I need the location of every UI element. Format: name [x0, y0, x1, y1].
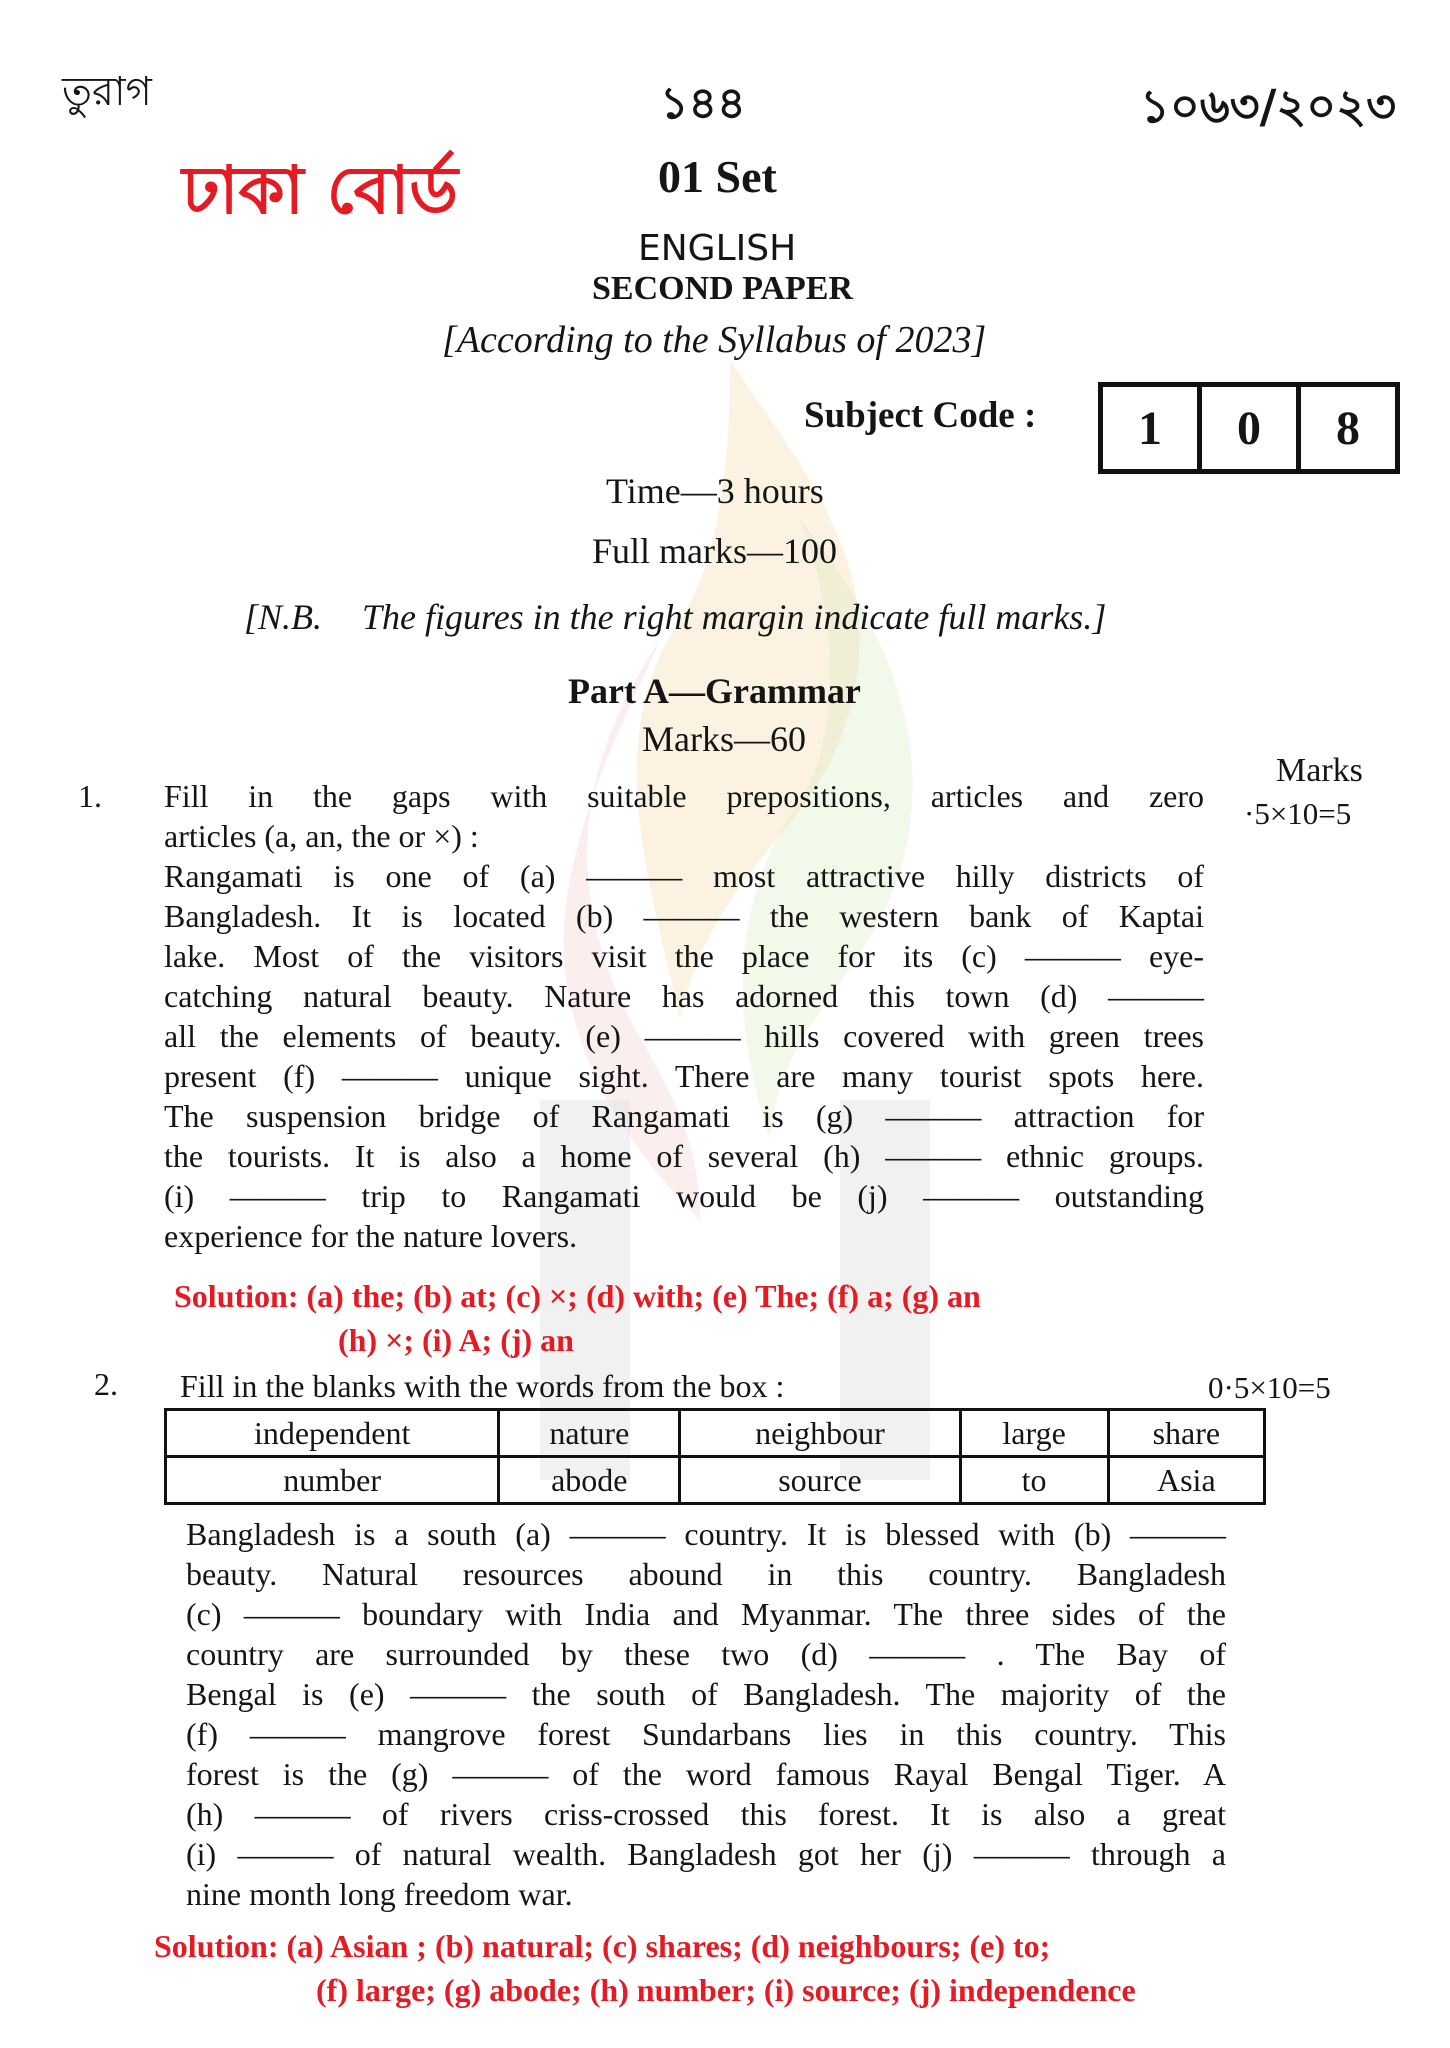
syllabus-note: [According to the Syllabus of 2023] [442, 319, 987, 361]
text-line: Bangladesh. It is located (b) ——— the western bank of Kaptai [164, 898, 1204, 934]
text-line: (h) ——— of rivers criss-crossed this forest. It is also a great [186, 1796, 1226, 1832]
word-cell: share [1108, 1410, 1264, 1457]
text-line: present (f) ——— unique sight. There are many tourist spots here. [164, 1058, 1204, 1094]
word-cell: large [960, 1410, 1108, 1457]
text-line: Bengal is (e) ——— the south of Bangladesh. The majority of the [186, 1676, 1226, 1712]
word-cell: number [166, 1457, 499, 1504]
word-cell: abode [499, 1457, 680, 1504]
text-line: articles (a, an, the or ×) : [164, 818, 479, 854]
word-cell: nature [499, 1410, 680, 1457]
nb-prefix: [N.B. [244, 597, 323, 637]
text-line: experience for the nature lovers. [164, 1218, 578, 1254]
full-marks: Full marks—100 [592, 531, 838, 571]
word-cell: to [960, 1457, 1108, 1504]
part-title: Part A—Grammar [568, 671, 861, 711]
solution-text: Solution: (a) Asian ; (b) natural; (c) shares; (d) neighbours; (e) to; [154, 1928, 1051, 1964]
question-1-text [164, 776, 1204, 1256]
page-number: ১৪৪ [660, 78, 746, 129]
solution-text: Solution: (a) the; (b) at; (c) ×; (d) with; (e) The; (f) a; (g) an [174, 1278, 981, 1314]
word-cell: source [680, 1457, 960, 1504]
text-line: lake. Most of the visitors visit the place for its (c) ——— eye- [164, 938, 1204, 974]
subject-code-digit: 1 [1138, 401, 1162, 455]
question-2-instruction: Fill in the blanks with the words from the box : [180, 1368, 785, 1404]
word-cell: independent [166, 1410, 499, 1457]
text-line: (c) ——— boundary with India and Myanmar. The three sides of the [186, 1596, 1226, 1632]
text-line: (i) ——— trip to Rangamati would be (j) ——— outstanding [164, 1178, 1204, 1214]
part-marks: Marks—60 [642, 719, 806, 759]
question-code: ১০৬৩/২০২৩ [1140, 79, 1397, 133]
subject-title: ENGLISH [638, 228, 797, 269]
time-limit: Time—3 hours [606, 471, 824, 511]
text-line: The suspension bridge of Rangamati is (g) ——— attraction for [164, 1098, 1204, 1134]
board-name: ঢাকা বোর্ড [182, 152, 458, 229]
text-line: the tourists. It is also a home of several (h) ——— ethnic groups. [164, 1138, 1204, 1174]
text-line: all the elements of beauty. (e) ——— hills covered with green trees [164, 1018, 1204, 1054]
text-line: beauty. Natural resources abound in this country. Bangladesh [186, 1556, 1226, 1592]
text-line: Rangamati is one of (a) ——— most attractive hilly districts of [164, 858, 1204, 894]
subject-code-digit: 0 [1197, 387, 1296, 469]
word-cell: neighbour [680, 1410, 960, 1457]
paper-title: SECOND PAPER [592, 270, 853, 307]
text-line: (i) ——— of natural wealth. Bangladesh got her (j) ——— through a [186, 1836, 1226, 1872]
solution-text: (f) large; (g) abode; (h) number; (i) source; (j) independence [316, 1972, 1136, 2008]
question-2-text [186, 1514, 1226, 1914]
question-marks: ·5×10=5 [1244, 796, 1352, 831]
word-box [164, 1408, 1266, 1505]
table-row [166, 1410, 1265, 1457]
question-number: 1. [78, 778, 102, 814]
set-label: 01 Set [658, 151, 777, 202]
nb-text: The figures in the right margin indicate full marks.] [362, 597, 1107, 637]
text-line: country are surrounded by these two (d) ——— . The Bay of [186, 1636, 1226, 1672]
text-line: catching natural beauty. Nature has adorned this town (d) ——— [164, 978, 1204, 1014]
table-row [166, 1457, 1265, 1504]
subject-code-box [1098, 382, 1400, 474]
text-line: forest is the (g) ——— of the word famous Rayal Bengal Tiger. A [186, 1756, 1226, 1792]
question-marks: 0·5×10=5 [1208, 1370, 1331, 1405]
text-line: (f) ——— mangrove forest Sundarbans lies in this country. This [186, 1716, 1226, 1752]
solution-text: (h) ×; (i) A; (j) an [338, 1322, 574, 1358]
nb-note [244, 596, 1106, 638]
subject-code-label: Subject Code : [804, 395, 1037, 436]
text-line: nine month long freedom war. [186, 1876, 573, 1912]
question-number: 2. [94, 1366, 118, 1402]
word-cell: Asia [1108, 1457, 1264, 1504]
marks-column-label: Marks [1276, 752, 1363, 789]
subject-code-digit: 8 [1296, 387, 1395, 469]
text-line: Fill in the gaps with suitable prepositions, articles and zero [164, 778, 1204, 814]
text-line: Bangladesh is a south (a) ——— country. It is blessed with (b) ——— [186, 1516, 1226, 1552]
header-left-tag: তুরাগ [62, 69, 152, 115]
